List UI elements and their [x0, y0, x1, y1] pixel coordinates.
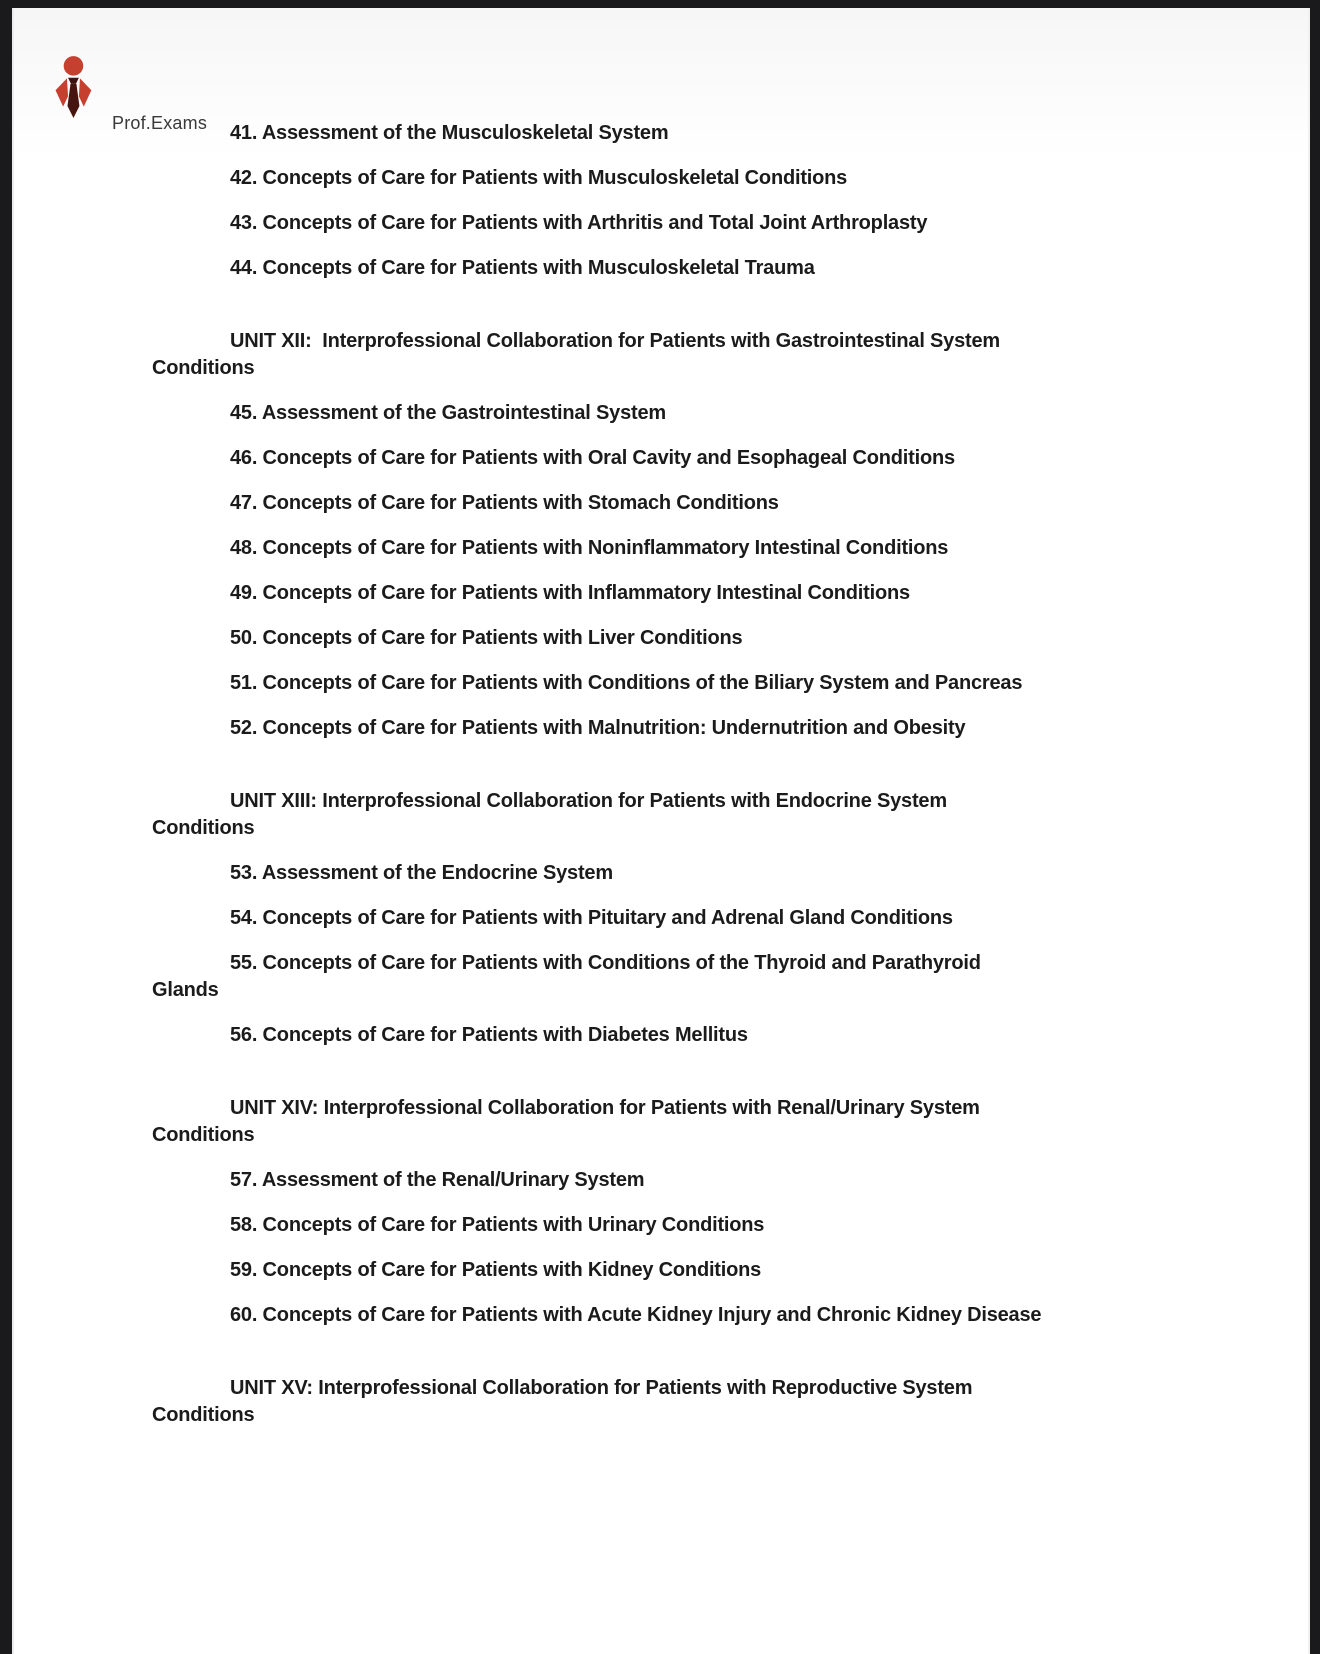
- document-page: [12, 8, 1310, 1654]
- chapter-item: [152, 1167, 1263, 1194]
- text-line: 41. Assessment of the Musculoskeletal System: [230, 122, 669, 144]
- text-line: 59. Concepts of Care for Patients with Kidney Conditions: [230, 1259, 762, 1281]
- text-line: 57. Assessment of the Renal/Urinary System: [230, 1169, 645, 1191]
- chapter-item: [152, 1212, 1263, 1239]
- text-line: 48. Concepts of Care for Patients with Noninflammatory Intestinal Conditions: [230, 537, 949, 559]
- text-line: 58. Concepts of Care for Patients with Urinary Conditions: [230, 1214, 765, 1236]
- text-line: UNIT XV: Interprofessional Collaboration for Patients with Reproductive System: [230, 1377, 973, 1399]
- text-line: 46. Concepts of Care for Patients with Oral Cavity and Esophageal Conditions: [230, 447, 955, 469]
- text-line: 47. Concepts of Care for Patients with Stomach Conditions: [230, 492, 779, 514]
- text-line: 55. Concepts of Care for Patients with Conditions of the Thyroid and Parathyroid: [230, 952, 981, 974]
- text-line: 53. Assessment of the Endocrine System: [230, 862, 613, 884]
- text-line: Conditions: [152, 817, 255, 839]
- unit-heading: [152, 328, 1263, 382]
- unit-heading: [152, 1095, 1263, 1149]
- chapter-item: [152, 535, 1263, 562]
- chapter-item: [152, 1022, 1263, 1049]
- text-line: Conditions: [152, 1124, 255, 1146]
- chapter-item: [152, 120, 1263, 147]
- text-line: Glands: [152, 979, 219, 1001]
- text-line: 45. Assessment of the Gastrointestinal System: [230, 402, 666, 424]
- text-line: 49. Concepts of Care for Patients with Inflammatory Intestinal Conditions: [230, 582, 910, 604]
- chapter-item: [152, 490, 1263, 517]
- chapter-item: [152, 670, 1263, 697]
- text-line: 52. Concepts of Care for Patients with Malnutrition: Undernutrition and Obesity: [230, 717, 966, 739]
- text-line: 42. Concepts of Care for Patients with Musculoskeletal Conditions: [230, 167, 848, 189]
- chapter-item: [152, 400, 1263, 427]
- text-line: 51. Concepts of Care for Patients with Conditions of the Biliary System and Pancreas: [230, 672, 1023, 694]
- text-line: 54. Concepts of Care for Patients with Pituitary and Adrenal Gland Conditions: [230, 907, 953, 929]
- text-line: Conditions: [152, 1404, 255, 1426]
- unit-heading: [152, 788, 1263, 842]
- text-line: Conditions: [152, 357, 255, 379]
- chapter-item: [152, 1257, 1263, 1284]
- chapter-item: [152, 860, 1263, 887]
- text-line: 60. Concepts of Care for Patients with Acute Kidney Injury and Chronic Kidney Disease: [230, 1304, 1042, 1326]
- text-line: UNIT XIII: Interprofessional Collaboration for Patients with Endocrine System: [230, 790, 947, 812]
- text-line: 44. Concepts of Care for Patients with Musculoskeletal Trauma: [230, 257, 815, 279]
- text-line: UNIT XII: Interprofessional Collaboration for Patients with Gastrointestinal System: [230, 330, 1000, 352]
- chapter-item: [152, 905, 1263, 932]
- chapter-item: [152, 255, 1263, 282]
- text-line: 43. Concepts of Care for Patients with Arthritis and Total Joint Arthroplasty: [230, 212, 928, 234]
- chapter-item: [152, 950, 1263, 1004]
- brand-name: Prof.Exams: [112, 113, 208, 133]
- chapter-item: [152, 715, 1263, 742]
- text-line: 50. Concepts of Care for Patients with Liver Conditions: [230, 627, 743, 649]
- chapter-item: [152, 445, 1263, 472]
- document-body: [14, 8, 1308, 1447]
- chapter-item: [152, 165, 1263, 192]
- unit-heading: [152, 1375, 1263, 1429]
- chapter-item: [152, 210, 1263, 237]
- chapter-item: [152, 1302, 1263, 1329]
- text-line: 56. Concepts of Care for Patients with Diabetes Mellitus: [230, 1024, 748, 1046]
- chapter-item: [152, 625, 1263, 652]
- chapter-item: [152, 580, 1263, 607]
- text-line: UNIT XIV: Interprofessional Collaboration for Patients with Renal/Urinary System: [230, 1097, 980, 1119]
